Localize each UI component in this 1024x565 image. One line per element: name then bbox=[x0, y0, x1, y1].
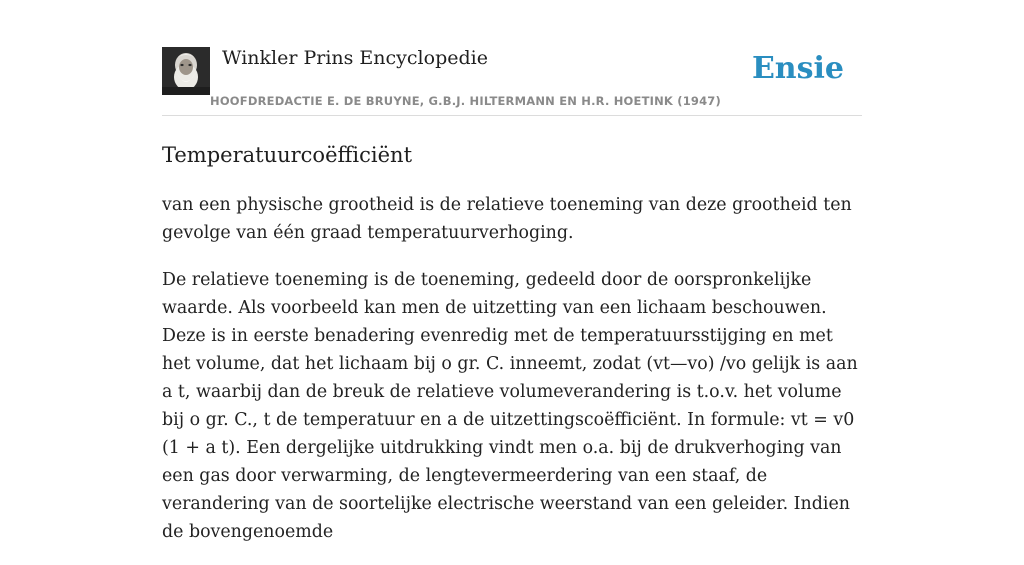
publication-subtitle: HOOFDREDACTIE E. DE BRUYNE, G.B.J. HILTERMANN EN H.R. HOETINK (1947) bbox=[210, 94, 721, 108]
article-title: Temperatuurcoëfficiënt bbox=[162, 143, 413, 167]
brand-logo[interactable]: Ensie bbox=[751, 51, 844, 86]
article bbox=[162, 139, 862, 565]
site-header bbox=[162, 0, 862, 116]
publication-title[interactable]: Winkler Prins Encyclopedie bbox=[222, 47, 488, 69]
article-paragraph: De relatieve toeneming is de toeneming, gedeeld door de oorspronkelijke waarde. Als voorbeeld kan men de uitzetting van een lichaam beschouwen. Deze is in eerste benadering evenredig met de temperatuursstijging en met het volume, dat het lichaam bij o gr. C. inneemt, zodat (vt—vo) /vo gelijk is aan a t, waarbij dan de breuk de relatieve volumeverandering is t.o.v. het volume bij o gr. C., t de temperatuur en a de uitzettingscoëfficiënt. In formule: vt = v0 (1 + a t). Een dergelijke uitdrukking vindt men o.a. bij de drukverhoging van een gas door verwarming, de lengtevermeerdering van een staaf, de verandering van de soortelijke electrische weerstand van een geleider. Indien de bovengenoemde bbox=[162, 270, 858, 542]
bearded-man-portrait-icon bbox=[162, 47, 210, 95]
article-paragraph: van een physische grootheid is de relatieve toeneming van deze grootheid ten gevolge van één graad temperatuurverhoging. bbox=[162, 195, 852, 243]
author-avatar[interactable] bbox=[162, 47, 210, 95]
